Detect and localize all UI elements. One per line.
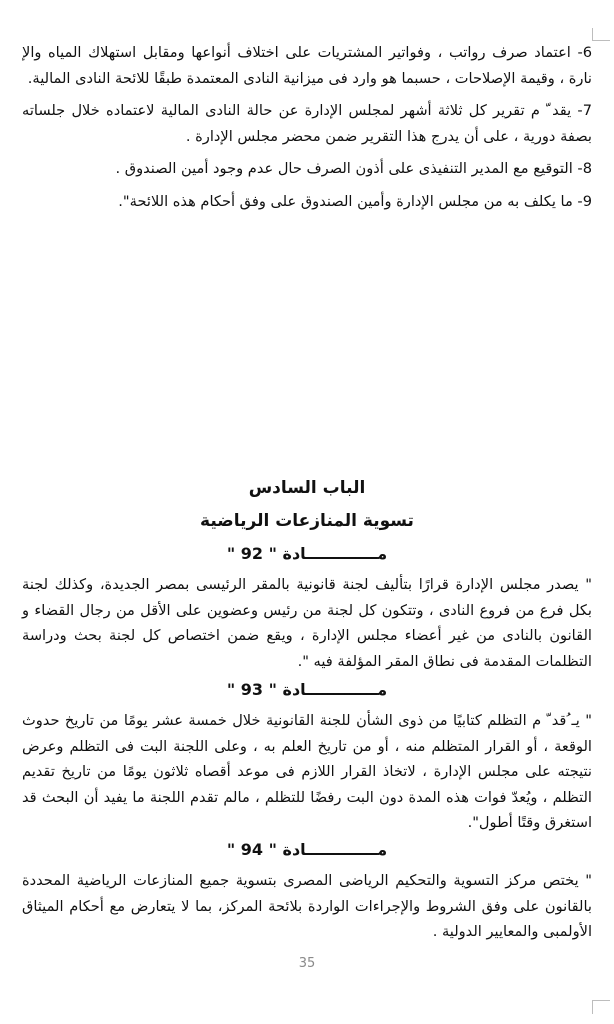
list-item-text: التوقيع مع المدير التنفيذى على أذون الصرف حال عدم وجود أمين الصندوق . — [115, 160, 573, 177]
article-92-text: " يصدر مجلس الإدارة قرارًا بتأليف لجنة قانونية بالمقر الرئيسى بمصر الجديدة، وكذلك لجنة بكل فرع من فروع النادى ، وتتكون كل لجنة من رئيس وعضوين على الأقل من رجال القضاء و القانون بالنادى من غير أعضاء مجلس الإدارة ، ويقع ضمن اختصاص كل لجنة بحث ودراسة التظلمات المقدمة فى نطاق المقر المؤلفة فيه ". — [22, 576, 592, 670]
article-93-text: " يـ ُقد ّ م التظلم كتابيًا من ذوى الشأن للجنة القانونية خلال خمسة عشر يومًا من تاريخ حدوث الوقعة ، أو القرار المتظلم منه ، أو من تاريخ العلم به ، وعلى اللجنة البت فى التظلم وعرض نتيجته على مجلس الإدارة ، لاتخاذ القرار اللازم فى موعد أقصاه ثلاثون يومًا من تاريخ تقديم التظلم ، ويُعدّ فوات هذه المدة دون البت رفضًا للتظلم ، مالم تقدم اللجنة ما يفيد أن البحث قد استغرق وقتًا أطول". — [22, 712, 592, 831]
page-number: 35 — [298, 956, 316, 971]
chapter-title: الباب السادس — [248, 478, 366, 498]
corner-mark-top — [592, 40, 610, 41]
article-94-text: " يختص مركز التسوية والتحكيم الرياضى المصرى بتسوية جميع المنازعات الرياضية المحددة بالقانون على وفق الشروط والإجراءات الواردة بلائحة المركز، بما لا يتعارض مع أحكام الميثاق الأولمبى والمعايير الدولية . — [22, 872, 592, 940]
corner-mark-top-vertical — [592, 28, 593, 41]
chapter-subtitle: تسوية المنازعات الرياضية — [200, 511, 414, 531]
list-item-text: اعتماد صرف رواتب ، وفواتير المشتريات على اختلاف أنواعها ومقابل استهلاك المياه والإ نارة ، وقيمة الإصلاحات ، حسبما هو وارد فى ميزانية النادى المعتمدة طبقًا للائحة النادى المالية. — [22, 44, 592, 87]
list-item-9: 9- ما يكلف به من مجلس الإدارة وأمين الصندوق على وفق أحكام هذه اللائحة". — [118, 192, 592, 210]
numbered-list — [22, 40, 592, 221]
article-94-title: مـــــــــــــادة " 94 " — [226, 840, 388, 859]
list-item-6: 6- اعتماد صرف رواتب ، وفواتير المشتريات على اختلاف أنواعها ومقابل استهلاك المياه والإ نارة ، وقيمة الإصلاحات ، حسبما هو وارد فى ميزانية النادى المعتمدة طبقًا للائحة النادى المالية. — [22, 44, 593, 87]
list-item-text: يقد ّ م تقرير كل ثلاثة أشهر لمجلس الإدارة عن حالة النادى المالية لاعتماده خلال جلساته بصفة دورية ، على أن يدرج هذا التقرير ضمن محضر مجلس الإدارة . — [22, 102, 592, 145]
list-item-text: ما يكلف به من مجلس الإدارة وأمين الصندوق على وفق أحكام هذه اللائحة". — [118, 192, 573, 210]
corner-mark-bottom-vertical — [592, 1000, 593, 1014]
article-92-title: مـــــــــــــادة " 92 " — [226, 544, 388, 563]
corner-mark-bottom — [592, 1000, 610, 1001]
article-93-title: مـــــــــــــادة " 93 " — [226, 680, 388, 699]
list-item-8: 8- التوقيع مع المدير التنفيذى على أذون الصرف حال عدم وجود أمين الصندوق . — [115, 160, 592, 177]
list-item-7: 7- يقد ّ م تقرير كل ثلاثة أشهر لمجلس الإدارة عن حالة النادى المالية لاعتماده خلال جلساته بصفة دورية ، على أن يدرج هذا التقرير ضمن محضر مجلس الإدارة . — [22, 102, 592, 145]
